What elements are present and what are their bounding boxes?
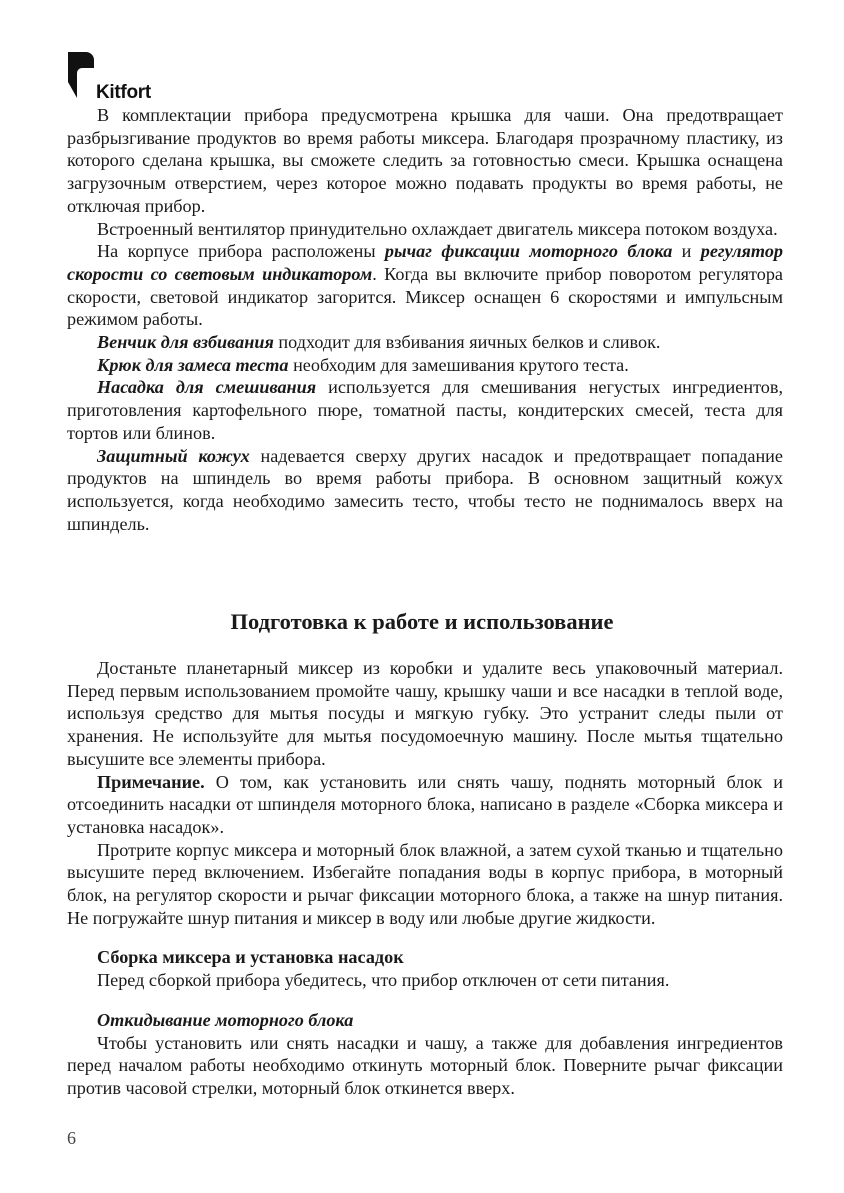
term-whisk: Венчик для взбивания — [97, 332, 274, 353]
paragraph-lid: В комплектации прибора предусмотрена крышка для чаши. Она предотвращает разбрызгивание продуктов во время работы миксера. Благодаря прозрачному пластику, из которого сделана крышка, вы сможете следить за готовностью смеси. Крышка оснащена загрузочным отверстием, через которое можно подавать продукты во время работы, не отключая прибор. — [67, 105, 783, 216]
brand-name: Kitfort — [96, 82, 151, 103]
page-number: 6 — [67, 1128, 76, 1148]
paragraph-splash-guard: Защитный кожух надевается сверху других насадок и предотвращает попадание продуктов на шпиндель во время работы прибора. В основном защитный кожух используется, когда необходимо замесить тесто, чтобы тесто не поднималось вверх на шпиндель. — [67, 445, 783, 534]
paragraph-cleaning: Протрите корпус миксера и моторный блок влажной, а затем сухой тканью и тщательно высушите перед включением. Избегайте попадания воды в корпус прибора, в моторный блок, на регулятор скорости и рычаг фиксации моторного блока, а также на шнур питания. Не погружайте шнур питания и миксер в воду или любые другие жидкости. — [67, 839, 783, 928]
section-description — [67, 104, 783, 535]
section-preparation — [67, 657, 783, 1100]
term-mixing-beater: Насадка для смешивания — [97, 377, 317, 398]
term-lever: рычаг фиксации моторного блока — [384, 241, 673, 262]
paragraph-tilt-motor-block: Чтобы установить или снять насадки и чашу, а также для добавления ингредиентов перед началом работы необходимо откинуть моторный блок. Поверните рычаг фиксации против часовой стрелки, моторный блок откинется вверх. — [67, 1032, 783, 1098]
paragraph-controls: На корпусе прибора расположены рычаг фиксации моторного блока и регулятор скорости со световым индикатором. Когда вы включите прибор поворотом регулятора скорости, световой индикатор загорится. Миксер оснащен 6 скоростями и импульсным режимом работы. — [67, 241, 784, 330]
paragraph-whisk: Венчик для взбивания подходит для взбивания яичных белков и сливок. — [97, 332, 661, 353]
paragraph-assembly: Перед сборкой прибора убедитесь, что прибор отключен от сети питания. — [97, 970, 670, 991]
paragraph-unpacking: Достаньте планетарный миксер из коробки и удалите весь упаковочный материал. Перед первым использованием промойте чашу, крышку чаши и все насадки в теплой воде, используя средство для мытья посуды и мягкую губку. Это устранит следы пыли от хранения. Не используйте для мытья посудомоечную машину. После мытья тщательно высушите все элементы прибора. — [67, 658, 783, 769]
term-dough-hook: Крюк для замеса теста — [97, 354, 289, 375]
term-speed-regulator: регулятор скорости со световым индикатором — [67, 241, 784, 284]
note-label: Примечание. — [97, 771, 205, 792]
kitfort-logo-icon — [66, 52, 96, 100]
paragraph-fan: Встроенный вентилятор принудительно охлаждает двигатель миксера потоком воздуха. — [97, 218, 778, 239]
paragraph-dough-hook: Крюк для замеса теста необходим для замешивания крутого теста. — [97, 354, 629, 375]
section-title: Подготовка к работе и использование — [230, 609, 614, 634]
subheading-assembly: Сборка миксера и установка насадок — [97, 947, 404, 968]
paragraph-note: Примечание. О том, как установить или снять чашу, поднять моторный блок и отсоединить насадки от шпинделя моторного блока, написано в разделе «Сборка миксера и установка насадок». — [67, 771, 783, 837]
paragraph-mixing-beater: Насадка для смешивания используется для смешивания негустых ингредиентов, приготовления картофельного пюре, томатной пасты, кондитерских смесей, теста для тортов или блинов. — [67, 377, 784, 443]
subheading-tilt-motor-block: Откидывание моторного блока — [97, 1009, 354, 1030]
term-splash-guard: Защитный кожух — [97, 445, 250, 466]
